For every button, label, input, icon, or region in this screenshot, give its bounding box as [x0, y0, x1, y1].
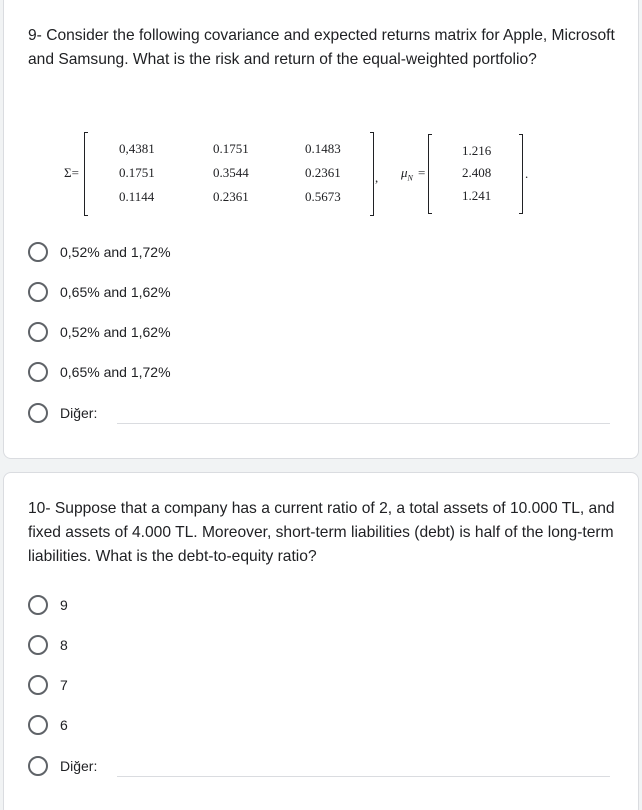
option-2[interactable]	[28, 633, 68, 657]
radio-button[interactable]	[28, 756, 48, 776]
covariance-matrix-figure	[4, 128, 640, 220]
matrix-cell: 0.3544	[213, 165, 249, 180]
option-label: 7	[60, 677, 68, 693]
matrix-cell: 0.2361	[213, 189, 249, 204]
radio-button[interactable]	[28, 403, 48, 423]
period: .	[525, 166, 529, 181]
option-label: 0,52% and 1,62%	[60, 324, 171, 340]
matrix-cell: 0.1144	[119, 189, 155, 204]
other-text-input[interactable]	[117, 423, 610, 424]
option-label: 0,65% and 1,72%	[60, 364, 171, 380]
mu-equals: =	[418, 165, 426, 180]
option-3[interactable]	[28, 320, 171, 344]
vector-right-bracket	[519, 134, 523, 214]
option-4[interactable]	[28, 713, 68, 737]
radio-button[interactable]	[28, 715, 48, 735]
radio-button[interactable]	[28, 322, 48, 342]
question-card-9	[3, 0, 639, 459]
radio-button[interactable]	[28, 242, 48, 262]
question-card-10	[3, 472, 639, 810]
other-text-input[interactable]	[117, 776, 610, 777]
option-label: 0,52% and 1,72%	[60, 244, 171, 260]
option-1[interactable]	[28, 240, 171, 264]
option-4[interactable]	[28, 360, 171, 384]
vector-left-bracket	[428, 134, 432, 214]
option-other-label: Diğer:	[60, 758, 98, 774]
matrix-left-bracket	[84, 132, 88, 216]
vector-cell: 1.216	[462, 143, 492, 158]
option-other-label: Diğer:	[60, 405, 98, 421]
sigma-label: Σ=	[64, 165, 79, 180]
vector-cell: 2.408	[462, 165, 492, 180]
matrix-cell: 0.1751	[213, 141, 249, 156]
option-3[interactable]	[28, 673, 68, 697]
radio-button[interactable]	[28, 282, 48, 302]
matrix-right-bracket	[370, 132, 374, 216]
question-title: 9- Consider the following covariance and expected returns matrix for Apple, Microsoft and Samsung. What is the risk and return of the equal-weighted portfolio?	[28, 27, 615, 68]
option-other[interactable]	[28, 754, 97, 778]
radio-button[interactable]	[28, 362, 48, 382]
radio-button[interactable]	[28, 635, 48, 655]
option-label: 9	[60, 597, 68, 613]
radio-button[interactable]	[28, 675, 48, 695]
matrix-cell: 0.1751	[119, 165, 155, 180]
option-label: 8	[60, 637, 68, 653]
question-title: 10- Suppose that a company has a current ratio of 2, a total assets of 10.000 TL, and fixed assets of 4.000 TL. Moreover, short-term liabilities (debt) is half of the long-term liabilities. What is the debt-to-equity ratio?	[28, 500, 615, 565]
mu-label: $\mu_N$	[401, 165, 413, 183]
matrix-cell: 0.2361	[305, 165, 341, 180]
option-1[interactable]	[28, 593, 68, 617]
option-label: 0,65% and 1,62%	[60, 284, 171, 300]
matrix-cell: 0.5673	[305, 189, 341, 204]
option-other[interactable]	[28, 401, 97, 425]
matrix-cell: 0,4381	[119, 141, 155, 156]
comma: ,	[375, 170, 379, 185]
option-label: 6	[60, 717, 68, 733]
vector-cell: 1.241	[462, 188, 492, 203]
radio-button[interactable]	[28, 595, 48, 615]
matrix-cell: 0.1483	[305, 141, 341, 156]
option-2[interactable]	[28, 280, 171, 304]
